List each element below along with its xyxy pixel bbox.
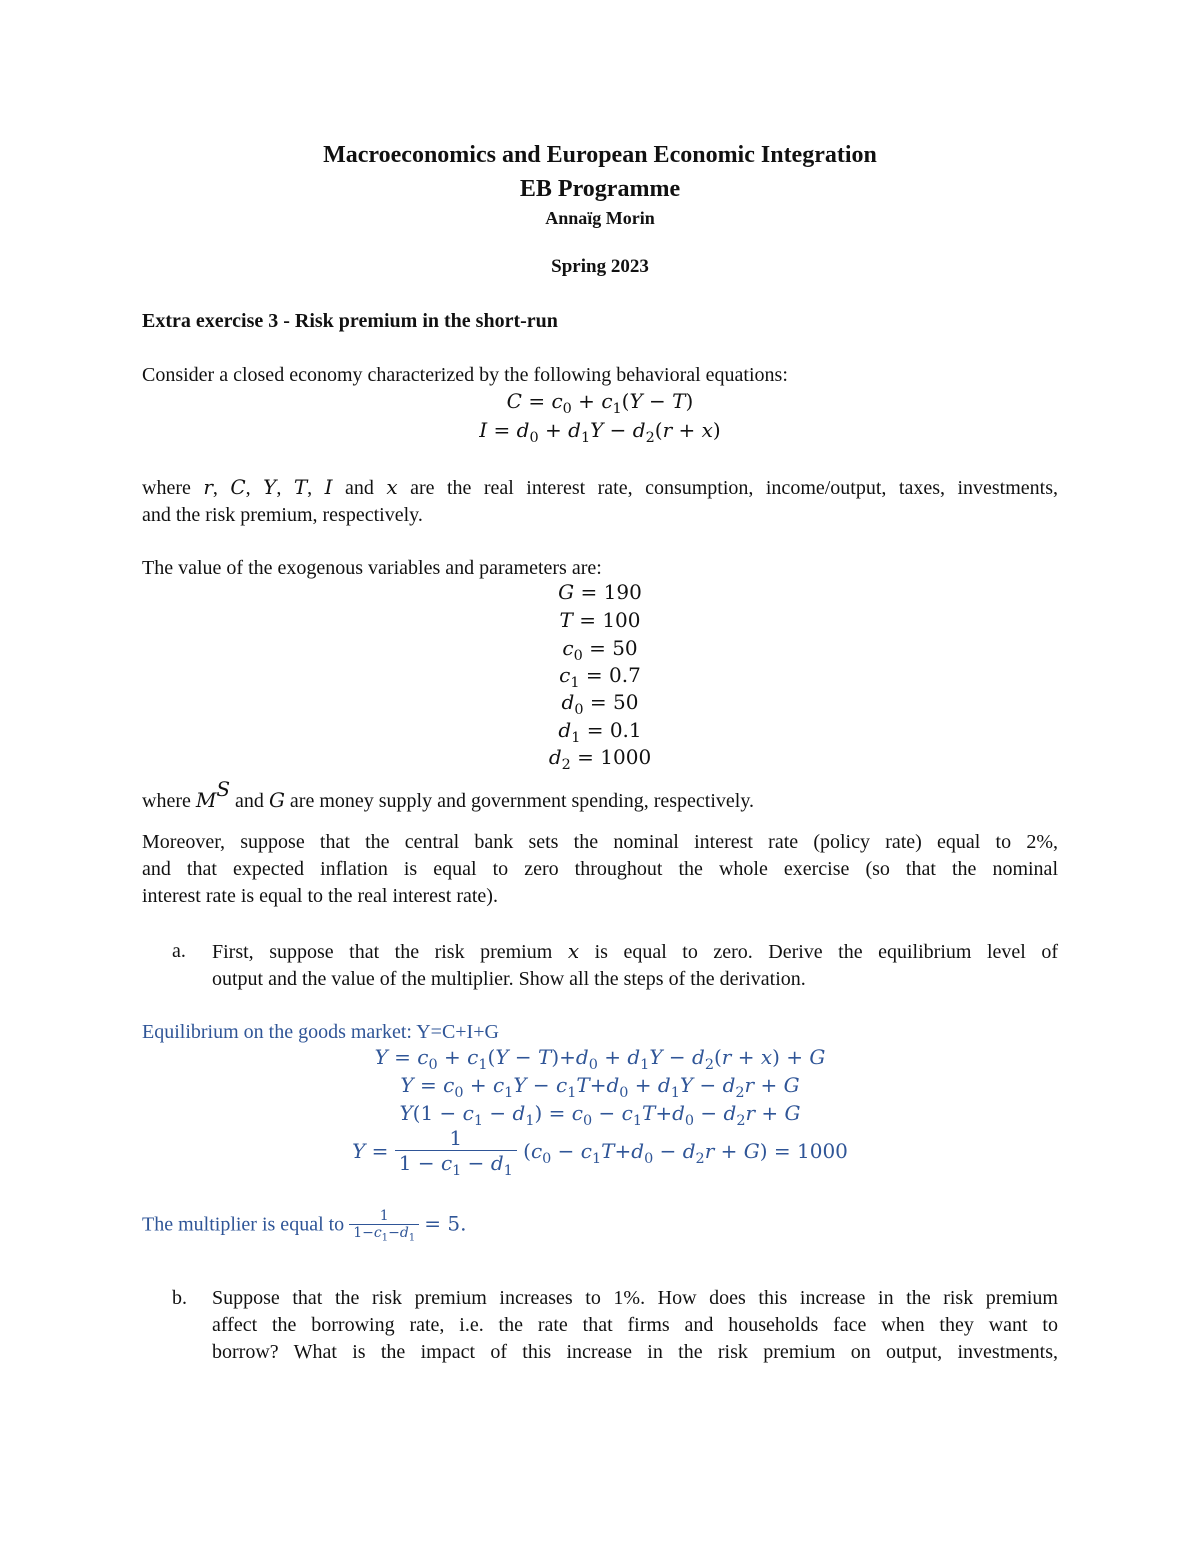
multiplier-statement: The multiplier is equal to $\frac{1}{1-c_1-d_1}$ = 5. xyxy=(142,1208,467,1244)
param-d1: $d_1 = 0.1$ xyxy=(558,718,642,747)
consumption-equation: $C = c_0 + c_1(Y - T)$ xyxy=(506,389,694,418)
param-T: T = 100 xyxy=(559,608,641,632)
answer-a-step2: $Y = c_0 + c_1Y - c_1T+d_0 + d_1Y - d_2r + G$ xyxy=(400,1073,800,1102)
answer-a-step3: $Y(1 - c_1 - d_1) = c_0 - c_1T+d_0 - d_2r + G$ xyxy=(399,1101,801,1130)
question-b-line3: borrow? What is the impact of this increase in the risk premium on output, investments, xyxy=(212,1341,1058,1363)
param-c1: $c_1 = 0.7$ xyxy=(559,663,641,692)
multiplier-prefix: The multiplier is equal to xyxy=(142,1213,345,1236)
intro-paragraph: Consider a closed economy characterized by the following behavioral equations: xyxy=(142,364,788,386)
question-b-line2: affect the borrowing rate, i.e. the rate that firms and households face when they want to xyxy=(212,1314,1058,1336)
multiplier-value: 5 xyxy=(447,1211,461,1236)
document-page: Macroeconomics and European Economic Integration EB Programme Annaïg Morin Spring 2023 Extra exercise 3 - Risk premium in the short-run Consider a closed economy characterized by the following behavioral equations: $C = c_0 + c_1(Y - T)$ $I = d_0 + d_1Y - d_2(r + x)$ where r, C, Y, T, I and x are the real interest rate, consumption, income/output, taxes, investments, and the risk premium, respectively. The value of the exogenous variables and parameters are: G = 190 T = 100 $c_0 = 50$ $c_1 = 0.7$ $d_0 = 50$ $d_1 = 0.1$ $d_2 = 1000$ where $M^S$ and G are money supply and government spending, respectively. Moreover, suppose that the central bank sets the nominal interest rate (policy rate) equal to 2%, and that expected inflation is equal to zero throughout the whole exercise (so that the nominal interest rate is equal to the real interest rate). a. First, suppose that the risk premium x is equal to zero. Derive the equilibrium level of output and the value of the multiplier. Show all the steps of the derivation. Equilibrium on the goods market: Y=C+I+G $Y = c_0 + c_1(Y - T)+d_0 + d_1Y - d_2(r + x) + G$ $Y = c_0 + c_1Y - c_1T+d_0 + d_1Y - d_2r + G$ $Y(1 - c_1 - d_1) = c_0 - c_1T+d_0 - d_2r + G$ Y = $\frac{1}{1 - c_1 - d_1}$ $(c_0 - c_1T+d_0 - d_2r + G) = 1000$ The multiplier is equal to $\frac{1}{1-c_1-d_1}$ = 5. b. Suppose that the risk premium increases to 1%. How does this increase in the risk premium affect the borrowing rate, i.e. the rate that firms and households face when they want to borrow? What is the impact of this increase in the risk premium on output, investments, xyxy=(0,0,1200,1553)
moreover-paragraph: Moreover, suppose that the central bank sets the nominal interest rate (policy rate) equal to 2%, and that expected inflation is equal to zero throughout the whole exercise (so that the nominal interest rate is equal to the real interest rate). xyxy=(142,831,1058,907)
multiplier-small-fraction: $\frac{1}{1-c_1-d_1}$ xyxy=(349,1208,419,1244)
question-a-label: a. xyxy=(172,940,186,962)
param-d0: $d_0 = 50$ xyxy=(561,690,639,719)
equilibrium-output-value: 1000 xyxy=(797,1139,848,1164)
term-label: Spring 2023 xyxy=(551,256,649,277)
question-b-line1: Suppose that the risk premium increases to 1%. How does this increase in the risk premium xyxy=(212,1287,1058,1309)
param-G: G = 190 xyxy=(558,580,642,604)
question-b-label: b. xyxy=(172,1287,187,1309)
values-intro: The value of the exogenous variables and parameters are: xyxy=(142,557,602,579)
answer-a-result: Y = $\frac{1}{1 - c_1 - d_1}$ $(c_0 - c_1T+d_0 - d_2r + G) = 1000$ xyxy=(352,1126,848,1180)
param-d2: $d_2 = 1000$ xyxy=(548,745,652,774)
param-c0: $c_0 = 50$ xyxy=(562,636,638,665)
investment-equation: $I = d_0 + d_1Y - d_2(r + x)$ xyxy=(479,418,721,447)
answer-a-step1: $Y = c_0 + c_1(Y - T)+d_0 + d_1Y - d_2(r + x) + G$ xyxy=(374,1045,826,1074)
programme-name: EB Programme xyxy=(519,176,681,202)
answer-a-heading: Equilibrium on the goods market: Y=C+I+G xyxy=(142,1021,499,1043)
author-name: Annaïg Morin xyxy=(545,208,655,228)
multiplier-fraction: $\frac{1}{1 - c_1 - d_1}$ xyxy=(395,1126,517,1179)
document-title: Macroeconomics and European Economic Integration xyxy=(323,142,877,168)
variables-definition: where r, C, Y, T, I and x are the real interest rate, consumption, income/output, taxes, investments, and the risk premium, respectively. xyxy=(142,475,1058,526)
money-supply-definition: where $M^S$ and G are money supply and government spending, respectively. xyxy=(142,777,755,812)
exercise-heading: Extra exercise 3 - Risk premium in the short-run xyxy=(142,310,558,332)
